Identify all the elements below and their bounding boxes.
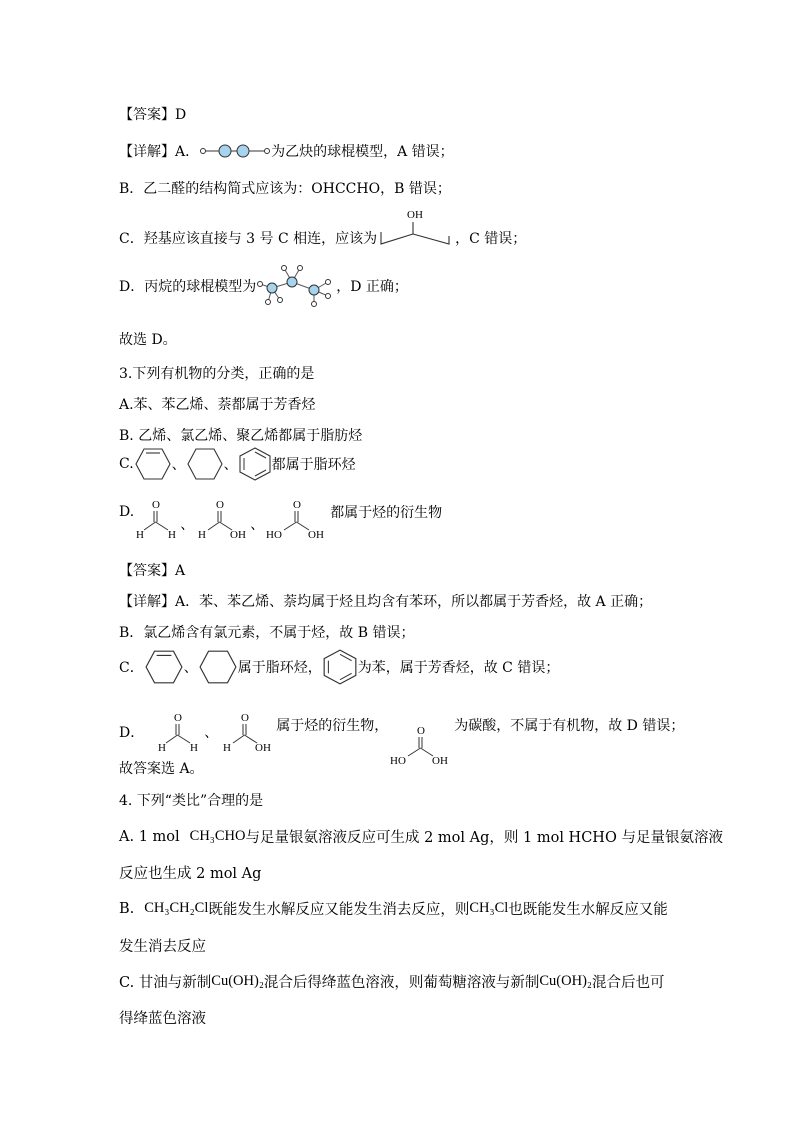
option-text: 混合后得绛蓝色溶液，则葡萄糖溶液与新制 [263,975,540,991]
detail-suffix: ，C 错误； [455,231,527,247]
question-stem: 4. 下列“类比”合理的是 [119,793,264,809]
option-text: 发生消去反应 [119,939,206,955]
option-suffix: 都属于脂环烃 [271,457,356,473]
q2-detail-a [119,141,454,161]
detail-prefix: 【详解】A． [119,144,200,160]
detail-prefix: C．羟基应该直接与 3 号 C 相连，应该为 [119,231,378,247]
q3-option-d [119,498,442,540]
cyclohexane-structure [186,447,224,481]
detail-text: B．乙二醛的结构简式应该为：OHCCHO，B 错误； [119,181,451,197]
option-text: B. 乙烯、氯乙烯、聚乙烯都属于脂肪烃 [119,428,363,444]
atom-o: O [152,499,161,511]
detail-prefix: C． [119,660,144,676]
q4-option-b-line1 [119,898,668,919]
q4-option-a-line1 [119,826,723,847]
oh-label: OH [407,209,424,221]
q3-option-a [119,394,316,414]
formula-cu-oh-2: Cu(OH)₂ [539,973,592,989]
q2-conclusion [119,329,177,349]
q3-detail-c [119,648,559,686]
cyclohexane-structure [198,649,238,685]
q4-option-c-line1 [119,971,664,992]
option-suffix: 都属于烃的衍生物 [330,505,443,521]
atom-oh: OH [308,529,325,540]
atom-ho: HO [266,529,283,540]
option-text: A.苯、苯乙烯、萘都属于芳香烃 [119,397,316,413]
atom-oh: OH [432,755,449,766]
separator: 、 [250,517,265,533]
atom-o: O [293,499,302,511]
formic-acid-structure [194,498,250,540]
conclusion-text: 故答案选 A。 [119,761,204,777]
option-text: 既能发生水解反应又能发生消去反应，则 [208,902,470,918]
q3-option-c [119,446,356,482]
q3-stem [119,363,314,383]
atom-oh: OH [230,529,247,540]
q3-answer [119,560,185,580]
formula-ch3cl: CH₃Cl [469,900,509,916]
separator: 、 [204,725,219,741]
option-text: 与足量银氨溶液反应可生成 2 mol Ag，则 1 mol HCHO 与足量银氨溶液 [245,830,723,846]
q4-option-b-line2 [119,935,206,956]
option-text: B. [119,900,135,917]
q2-detail-b [119,178,451,198]
detail-suffix: ，D 正确； [336,279,408,295]
q4-stem [119,790,263,810]
atom-ho: HO [390,755,407,766]
detail-text: 【详解】A．苯、苯乙烯、萘均属于烃且均含有苯环，所以都属于芳香烃，故 A 正确； [119,594,653,610]
butan-2-ol-skeletal-formula [377,206,455,248]
detail-suffix: 为碳酸，不属于有机物，故 D 错误； [454,718,685,734]
option-prefix: D. [119,504,135,520]
detail-suffix: 为乙炔的球棍模型，A 错误； [271,144,454,160]
atom-h: H [158,742,167,753]
q2-detail-d [119,264,408,308]
atom-h: H [190,742,199,753]
question-stem: 3.下列有机物的分类，正确的是 [119,366,315,382]
formic-acid-structure [218,711,276,753]
q4-option-a-line2 [119,862,261,883]
formula-ch3cho: CH₃CHO [189,828,246,844]
option-text: 得绛蓝色溶液 [119,1011,206,1027]
q3-detail-d [119,698,684,766]
formaldehyde-structure [134,498,180,540]
separator: 、 [171,457,186,473]
cyclohexene-structure [134,447,172,481]
detail-mid: 属于烃的衍生物， [276,718,389,734]
option-text: A. 1 mol [119,828,180,845]
formula-cu-oh-2: Cu(OH)₂ [211,973,264,989]
q3-detail-a [119,591,652,611]
atom-o: O [216,499,225,511]
q3-detail-b [119,622,414,642]
option-text: 混合后也可 [591,975,665,991]
q2-answer [119,104,186,124]
option-text: 也既能发生水解反应又能 [508,902,668,918]
benzene-structure [322,648,358,686]
detail-suffix: 为苯，属于芳香烃，故 C 错误； [357,660,560,676]
atom-h: H [223,742,232,753]
detail-prefix: D． [119,725,145,741]
separator: 、 [180,517,195,533]
cyclohexene-structure [144,649,184,685]
atom-oh: OH [255,742,272,753]
separator: 、 [183,660,198,676]
benzene-structure [238,446,272,482]
detail-text: B．氯乙烯含有氯元素，不属于烃，故 B 错误； [119,625,415,641]
answer-text: 【答案】A [119,563,186,579]
separator: 、 [223,457,238,473]
option-prefix: C. [119,456,134,472]
q3-conclusion [119,758,204,778]
atom-o: O [241,712,250,724]
formula-ch3ch2cl: CH₃CH₂Cl [144,900,209,916]
detail-prefix: D．丙烷的球棍模型为 [119,279,257,295]
detail-mid: 属于脂环烃， [237,660,322,676]
carbonic-acid-structure [388,724,454,766]
atom-o: O [417,725,426,737]
option-text: 反应也生成 2 mol Ag [119,866,262,882]
q3-option-b [119,425,362,445]
carbonic-acid-structure [264,498,330,540]
propane-ball-stick-model [256,264,336,308]
atom-o: O [174,712,183,724]
conclusion-text: 故选 D。 [119,332,177,348]
formaldehyde-structure [154,711,204,753]
option-text: C. 甘油与新制 [119,975,212,991]
atom-h: H [198,529,207,540]
acetylene-ball-stick-model [199,143,271,159]
q4-option-c-line2 [119,1007,206,1028]
atom-h: H [136,529,145,540]
atom-h: H [168,529,177,540]
q2-detail-c [119,206,526,248]
answer-text: 【答案】D [119,107,187,123]
